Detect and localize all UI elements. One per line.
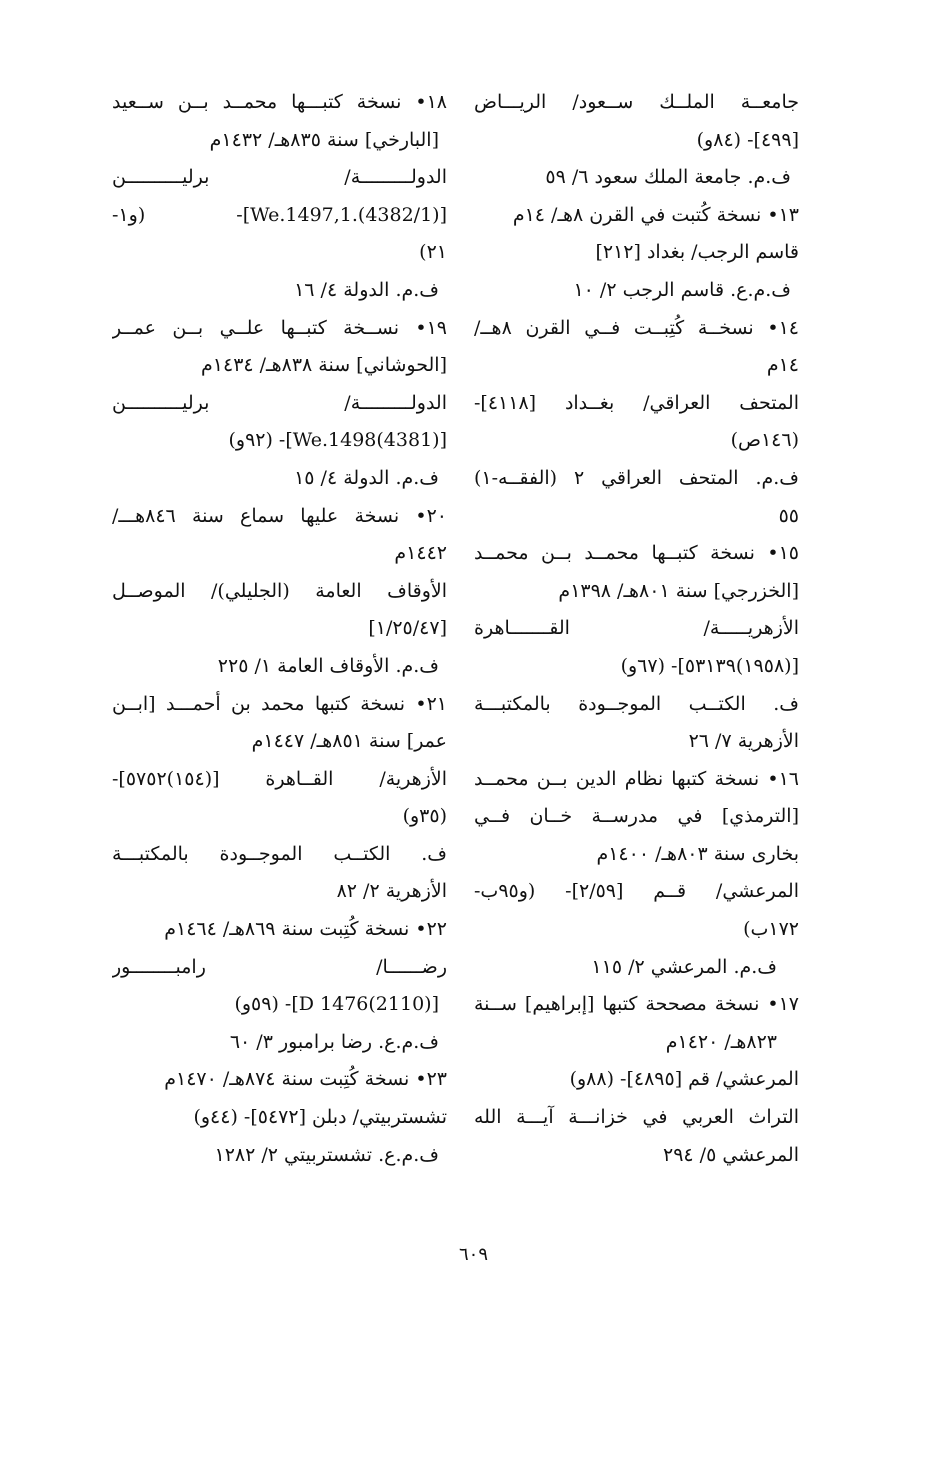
entry-line: [البارخي] سنة ٨٣٥هـ/ ١٤٣٢م [209,128,439,151]
entry-line: ٢٠• نسخة عليها سماع سنة ٨٤٦هـــ/ [112,504,447,527]
entry-line: قاسم الرجب/ بغداد [٢١٢] [595,241,799,264]
entry-line: ١٤م [766,354,799,377]
entry-line: ف.م. الدولة ٤/ ١٦ [294,278,439,301]
entry-line: [١/٢٥/٤٧] [368,617,447,640]
entry-line: التراث العربي في خزانـــة آيـــة الله [474,1106,799,1129]
entry-line: [الترمذي] في مدرســة خــان فــي [474,805,799,828]
page-number: ٦٠٩ [458,1244,488,1265]
left-column [112,84,447,1174]
entry-line: عمر] سنة ٨٥١هـ/ ١٤٤٧م [251,730,447,753]
entry-line: ٢١• نسخة كتبها محمد بن أحمـــد [ابــن [112,692,447,715]
entry-line: ١٩• نســخة كتبــها علــي بــن عمــر [112,316,447,339]
entry-line: الدولـــــــــة/ برليــــــــــن [112,391,447,414]
entry-line: [(١٩٥٨)٥٣١٣٩]- (٦٧و) [620,654,799,677]
manuscript-entry [112,911,447,1061]
entry-line: ٢٣• نسخة كُتِبت سنة ٨٧٤هـ/ ١٤٧٠م [164,1068,447,1091]
entry-line: الدولـــــــــة/ برليــــــــــن [112,166,447,189]
entry-line: المرعشي ٥/ ٢٩٤ [663,1143,799,1166]
entry-line: الأزهرية ٧/ ٢٦ [688,730,799,753]
entry-line: ف.م. المتحف العراقي ٢ (الفقــه-١) [474,466,799,489]
right-column [474,84,799,1174]
entry-line: ٢١) [419,241,447,264]
entry-line: [We.1498(4381)]- (٩٢و) [228,429,447,452]
entry-line: (١٤٦ص) [730,429,799,452]
entry-line: ١٤• نسخــة كُتِبــت فــي القرن ٨هــ/ [474,316,799,339]
entry-line: ١٦• نسخة كتبها نظام الدين بــن محمــد [474,767,799,790]
entry-line: ١٣• نسخة كُتبت في القرن ٨هـ/ ١٤م [512,203,799,226]
entry-line: ف.م.ع. رضا برامبور ٣/ ٦٠ [229,1030,439,1053]
entry-line: ٥٥ [778,504,799,527]
entry-line: ١٧• نسخة مصححة كتبها [إبراهيم] ســنة [474,993,799,1016]
entry-line: ف.م. جامعة الملك سعود ٦/ ٥٩ [545,166,791,189]
entry-line: المرعشي/ قم [٤٨٩٥]- (٨٨و) [569,1068,799,1091]
manuscript-entry [474,197,799,310]
entry-line: [We.1497,1.(4382/1)]- (و١- [112,203,447,226]
entry-line: ف.م.ع. قاسم الرجب ٢/ ١٠ [573,278,791,301]
manuscript-entry [474,84,799,159]
entry-line: ١٤٤٢م [394,542,447,565]
manuscript-entry [474,761,799,987]
entry-line: ف.م. الدولة ٤/ ١٥ [294,466,439,489]
entry-line: ف.م. المرعشي ٢/ ١١٥ [591,955,777,978]
entry-line: [الخزرجي] سنة ٨٠١هـ/ ١٣٩٨م [558,579,799,602]
entry-line: تشستربيتي/ دبلن [٥٤٧٢]- (٤٤و) [193,1106,447,1129]
entry-line: ١٧٢ب) [743,918,799,941]
manuscript-entry [474,986,799,1174]
manuscript-entry [112,84,447,310]
manuscript-entry [112,686,447,912]
entry-line: (٣٥و) [402,805,447,828]
manuscript-entry [474,535,799,761]
manuscript-entry [112,498,447,686]
entry-line: المتحف العراقي/ بغــداد [٤١١٨]- [474,391,799,414]
entry-line: الأزهرية ٢/ ٨٢ [336,880,447,903]
entry-line: بخارى سنة ٨٠٣هـ/ ١٤٠٠م [596,842,799,865]
entry-line: ١٨• نسخة كتبـــها محمــد بــن ســعيد [112,91,447,113]
entry-line: رضــــــا/ رامبــــــــور [112,955,447,978]
manuscript-entry [112,310,447,498]
entry-line: [٤٩٩]- (٨٤و) [696,128,799,151]
entry-line: الأزهرية/ القــاهرة [(١٥٤)٥٧٥٢]- [112,767,447,790]
entry-line: ف. الكتــب الموجــودة بالمكتبـــة [112,842,447,865]
entry-line: ٢٢• نسخة كُتِبت سنة ٨٦٩هـ/ ١٤٦٤م [164,918,447,941]
entry-line: المرعشي/ قــم [٢/٥٩]- (و٩٥ب- [474,880,799,903]
entry-line: الأوقاف العامة (الجليلي)/ الموصــل [112,579,447,602]
manuscript-entry [474,310,799,536]
manuscript-entry [474,159,799,197]
entry-line: [D 1476(2110)]- (٥٩و) [234,993,439,1016]
entry-line: الأزهريـــــة/ القـــــــاهرة [474,617,799,640]
entry-line: ف.م.ع. تشستربيتي ٢/ ١٢٨٢ [214,1143,439,1166]
entry-line: ف.م. الأوقاف العامة ١/ ٢٢٥ [217,654,439,677]
entry-line: ٨٢٣هـ/ ١٤٢٠م [665,1030,777,1053]
entry-line: [الحوشاني] سنة ٨٣٨هـ/ ١٤٣٤م [201,354,447,377]
entry-line: ١٥• نسخة كتبــها محمــد بــن محمــد [474,542,799,565]
entry-line: ف. الكتــب الموجــودة بالمكتبـــة [474,692,799,715]
manuscript-entry [112,1061,447,1174]
entry-line: جامعــة الملــك ســعود/ الريـــاض [474,91,799,113]
